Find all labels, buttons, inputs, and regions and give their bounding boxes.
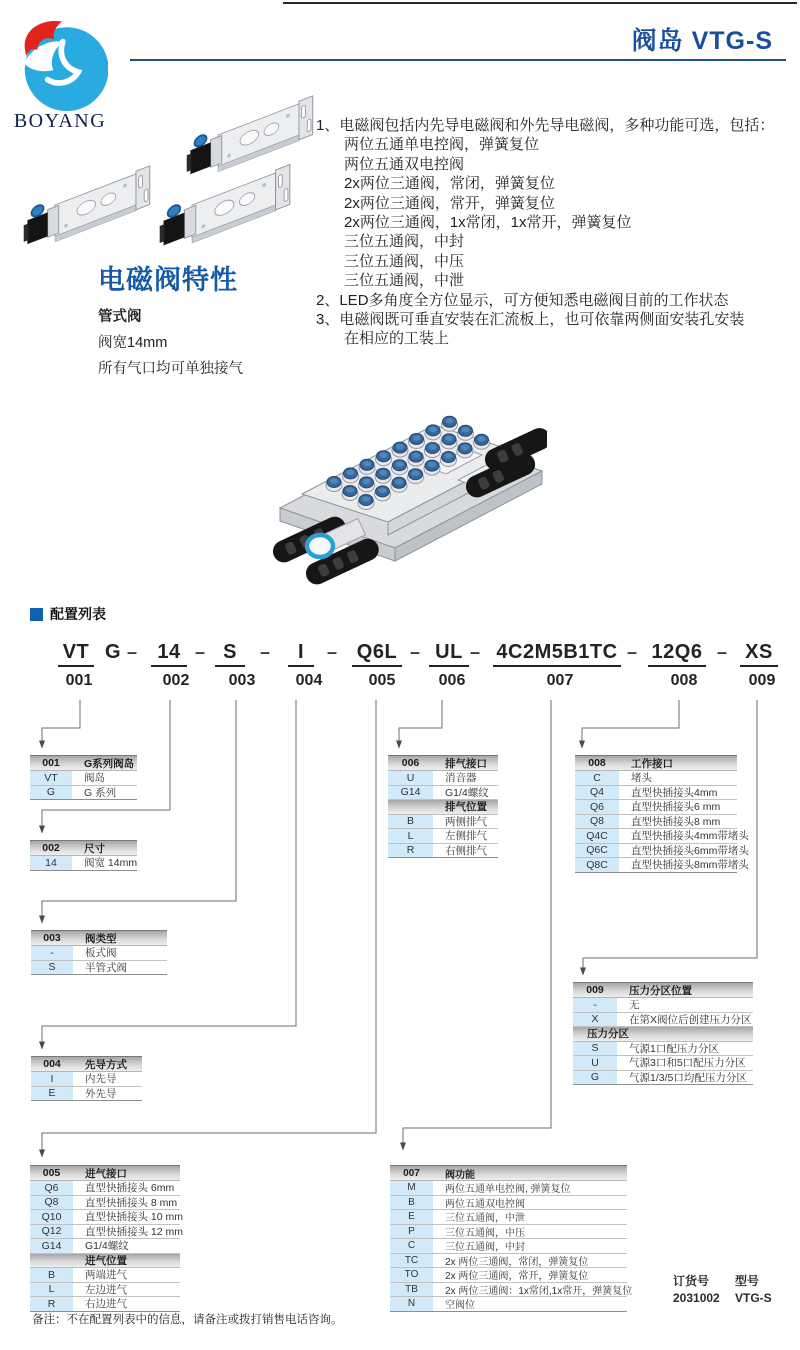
option-description: 直型快插接头 12 mm <box>85 1225 184 1238</box>
option-code: TB <box>390 1283 433 1297</box>
option-description: 阀宽 14mm <box>84 857 138 870</box>
option-description: 2x 两位三通阀，常开，弹簧复位 <box>445 1271 589 1283</box>
connector-line <box>42 700 376 1157</box>
option-code: U <box>573 1056 617 1070</box>
code-segment: UL <box>429 641 469 667</box>
option-description: G1/4螺纹 <box>85 1240 129 1253</box>
option-code: Q8 <box>30 1196 73 1210</box>
option-code: Q4C <box>575 829 619 843</box>
table-id: 002 <box>42 842 60 854</box>
code-dash: – <box>326 642 338 662</box>
option-code: Q12 <box>30 1225 73 1239</box>
option-code: C <box>575 771 619 785</box>
option-code: N <box>390 1297 433 1311</box>
code-segment: XS <box>740 641 778 667</box>
connector-line <box>42 700 80 748</box>
table-title: G系列阀岛 <box>84 757 135 770</box>
option-code: Q10 <box>30 1210 73 1224</box>
table-subheader: 进气位置 <box>30 1254 180 1269</box>
option-description: 两位五通双电控阀 <box>445 1198 525 1210</box>
option-code: TC <box>390 1254 433 1268</box>
option-description: 直型快插接头4mm带堵头 <box>631 830 749 843</box>
option-description: 直型快插接头8mm带堵头 <box>631 859 749 872</box>
option-description: 阀岛 <box>84 772 105 785</box>
option-description: G1/4螺纹 <box>445 786 489 799</box>
option-description: 两侧排气 <box>445 815 487 828</box>
option-description: 直型快插接头4mm <box>631 786 718 799</box>
option-description: 右侧排气 <box>445 844 487 857</box>
code-position-number: 005 <box>368 672 396 689</box>
option-code: TO <box>390 1268 433 1282</box>
option-description: 直型快插接头8 mm <box>631 815 721 828</box>
option-description: 外先导 <box>85 1087 117 1100</box>
table-id: 009 <box>586 984 604 996</box>
code-position-number: 002 <box>162 672 190 689</box>
option-code: G14 <box>30 1239 73 1253</box>
model-value: VTG-S <box>735 1291 772 1305</box>
option-description: 两端进气 <box>85 1269 127 1282</box>
footnote: 备注：不在配置列表中的信息，请备注或拨打销售电话咨询。 <box>32 1314 343 1326</box>
table-title: 阀功能 <box>445 1169 475 1181</box>
option-code: - <box>31 946 73 960</box>
option-code: S <box>31 961 73 975</box>
code-segment: 4C2M5B1TC <box>493 641 621 667</box>
connector-line <box>582 700 679 748</box>
code-dash: – <box>126 642 138 662</box>
code-dash: – <box>409 642 421 662</box>
option-code: L <box>30 1283 73 1297</box>
feature-line: 三位五通阀，中泄 <box>344 272 465 290</box>
option-description: 无 <box>629 999 640 1012</box>
option-description: 直型快插接头 10 mm <box>85 1211 184 1224</box>
option-description: 2x 两位三通阀：1x常闭,1x常开，弹簧复位 <box>445 1285 633 1297</box>
code-segment: 12Q6 <box>648 641 706 667</box>
option-description: 左侧排气 <box>445 830 487 843</box>
feature-line: 2x两位三通阀，常开，弹簧复位 <box>344 194 555 212</box>
option-code: M <box>390 1181 433 1195</box>
code-position-number: 006 <box>438 672 466 689</box>
code-dash: – <box>469 642 481 662</box>
option-description: 气源1/3/5口均配压力分区 <box>629 1071 747 1084</box>
option-description: 消音器 <box>445 772 477 785</box>
option-code: U <box>388 771 433 785</box>
table-id: 008 <box>588 757 606 769</box>
option-code: Q4 <box>575 786 619 800</box>
option-code: R <box>388 844 433 858</box>
connector-line <box>42 700 170 833</box>
page-title: 阀岛 VTG-S <box>631 27 773 55</box>
table-id: 006 <box>401 757 420 769</box>
option-description: 三位五通阀，中压 <box>445 1227 525 1239</box>
option-code: C <box>390 1239 433 1253</box>
connector-line <box>42 700 296 1049</box>
code-position-number: 001 <box>65 672 93 689</box>
feature-line: 在相应的工装上 <box>344 330 450 348</box>
code-dash: – <box>716 642 728 662</box>
feature-line: 2、LED多角度全方位显示，可方便知悉电磁阀目前的工作状态 <box>316 291 729 309</box>
connector-line <box>399 700 442 748</box>
option-code: G <box>30 786 72 800</box>
option-description: 板式阀 <box>85 947 117 960</box>
option-description: 2x 两位三通阀，常闭，弹簧复位 <box>445 1256 589 1268</box>
characteristics-subtitle: 管式阀 <box>98 309 142 325</box>
characteristics-title: 电磁阀特性 <box>98 265 238 295</box>
code-dash: – <box>259 642 271 662</box>
table-subheader: 排气位置 <box>388 800 498 815</box>
feature-line: 1、电磁阀包括内先导电磁阀和外先导电磁阀，多种功能可选，包括： <box>316 117 775 134</box>
option-description: 直型快插接头 8 mm <box>85 1196 178 1209</box>
connector-line <box>42 700 236 923</box>
option-code: Q8 <box>575 815 619 829</box>
code-dash: – <box>194 642 206 662</box>
order-number-label: 订货号 <box>673 1274 710 1288</box>
order-number-value: 2031002 <box>673 1291 720 1305</box>
code-dash: – <box>626 642 638 662</box>
option-code: P <box>390 1225 433 1239</box>
table-id: 004 <box>43 1058 61 1070</box>
code-segment: S <box>215 641 245 667</box>
option-description: 三位五通阀，中封 <box>445 1242 525 1254</box>
characteristics-line: 所有气口均可单独接气 <box>98 361 243 377</box>
option-description: 半管式阀 <box>85 961 127 974</box>
option-description: 右边进气 <box>85 1298 127 1311</box>
option-description: 在第X阀位后创建压力分区 <box>629 1013 752 1026</box>
option-code: Q6C <box>575 844 619 858</box>
feature-line: 3、电磁阀既可垂直安装在汇流板上，也可依靠两侧面安装孔安装 <box>316 311 745 329</box>
option-description: 堵头 <box>631 772 652 785</box>
option-code: Q6 <box>575 800 619 814</box>
table-title: 先导方式 <box>85 1058 127 1071</box>
option-code: G <box>573 1071 617 1085</box>
table-id: 005 <box>42 1167 61 1179</box>
characteristics-line: 阀宽14mm <box>98 335 168 351</box>
option-description: 内先导 <box>85 1073 117 1086</box>
code-position-number: 008 <box>670 672 698 689</box>
brand-name: BOYANG <box>13 110 107 132</box>
option-code: R <box>30 1297 73 1311</box>
option-code: E <box>390 1210 433 1224</box>
option-code: G14 <box>388 786 433 800</box>
code-position-number: 003 <box>228 672 256 689</box>
option-code: X <box>573 1013 617 1027</box>
option-code: E <box>31 1087 73 1101</box>
code-position-number: 009 <box>748 672 776 689</box>
code-segment: Q6L <box>352 641 402 667</box>
option-description: 气源3口和5口配压力分区 <box>629 1057 746 1070</box>
option-code: Q6 <box>30 1181 73 1195</box>
option-code: B <box>388 815 433 829</box>
option-description: 三位五通阀，中泄 <box>445 1213 525 1225</box>
option-description: 气源1口配压力分区 <box>629 1042 719 1055</box>
feature-line: 2x两位三通阀，1x常闭，1x常开，弹簧复位 <box>344 214 632 232</box>
option-code: 14 <box>30 856 72 870</box>
code-position-number: 007 <box>546 672 574 689</box>
option-code: S <box>573 1042 617 1056</box>
option-description: G 系列 <box>84 786 117 799</box>
table-title: 工作接口 <box>631 757 673 770</box>
option-description: 左边进气 <box>85 1283 127 1296</box>
connector-line <box>403 700 551 1150</box>
option-code: B <box>30 1268 73 1282</box>
feature-line: 两位五通单电控阀，弹簧复位 <box>344 136 540 154</box>
option-code: I <box>31 1072 73 1086</box>
table-title: 排气接口 <box>445 757 487 770</box>
config-section-title: 配置列表 <box>50 606 106 622</box>
table-title: 阀类型 <box>85 932 117 945</box>
table-id: 007 <box>403 1167 420 1179</box>
feature-line: 三位五通阀，中封 <box>344 233 465 251</box>
table-title: 压力分区位置 <box>629 984 692 997</box>
feature-line: 两位五通双电控阀 <box>344 155 465 173</box>
table-id: 003 <box>43 932 61 944</box>
table-id: 001 <box>42 757 60 769</box>
option-code: Q8C <box>575 858 619 872</box>
code-segment: 14 <box>151 641 187 667</box>
option-code: VT <box>30 771 72 785</box>
feature-line: 2x两位三通阀，常闭，弹簧复位 <box>344 175 555 193</box>
option-description: 两位五通单电控阀, 弹簧复位 <box>445 1184 571 1196</box>
option-description: 空阀位 <box>445 1300 475 1312</box>
table-subheader: 压力分区 <box>573 1027 753 1042</box>
option-code: - <box>573 998 617 1012</box>
feature-line: 三位五通阀，中压 <box>344 252 465 270</box>
option-code: B <box>390 1196 433 1210</box>
table-title: 尺寸 <box>84 842 105 855</box>
table-title: 进气接口 <box>85 1167 127 1180</box>
code-segment: VT <box>58 641 94 667</box>
code-segment: G <box>104 641 122 663</box>
model-label: 型号 <box>735 1274 760 1288</box>
code-position-number: 004 <box>295 672 323 689</box>
option-description: 直型快插接头6 mm <box>631 801 721 814</box>
code-segment: I <box>288 641 314 667</box>
option-description: 直型快插接头 6mm <box>85 1182 175 1195</box>
option-code: L <box>388 829 433 843</box>
option-description: 直型快插接头6mm带堵头 <box>631 844 749 857</box>
connector-line <box>583 700 757 975</box>
